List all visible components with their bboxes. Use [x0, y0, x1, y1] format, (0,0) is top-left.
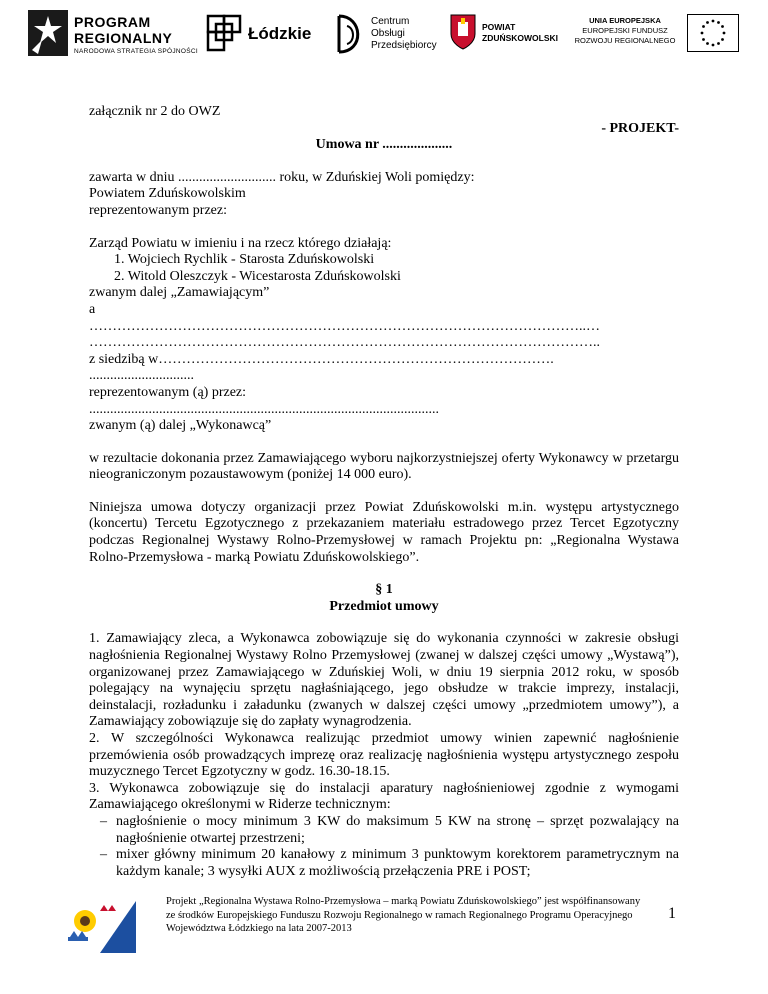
powiat-logo — [448, 8, 558, 62]
conjunction-a: a — [89, 301, 96, 317]
clause-1: 1. Zamawiający zleca, a Wykonawca zobowiązuje się do wykonania czynności w zakresie obsługi nagłośnienia Regionalnej Wystawy Rolno Przemysłowej (zwanej w dalszej części umowy „Wystawą”), organizowanej przez Zamawiającego w Zduńskiej Woli, w dniu 19 sierpnia 2012 roku, w sposób polegający na wynajęciu sprzętu nagłaśniającego, jego obsłudze w trakcie imprezy, instalacji, deinstalacji, rozładunku i załadunku (zwanych w dalszej części umowy „przedmiotem umowy”), a Zamawiający zobowiązuje się do zapłaty wynagrodzenia. — [89, 631, 679, 730]
clause-2: 2. W szczególności Wykonawca realizując przedmiot umowy winien zapewnić nagłośnienie przemówienia osób prowadzących imprezę oraz realizację nagłośnienia występu artystycznego zespołu muzycznego Tercet Egzotyczny w godz. 16.30-18.15. — [89, 731, 679, 780]
section-title: Przedmiot umowy — [329, 598, 439, 614]
requirement-text-1: nagłośnienie o mocy minimum 3 KW do maksimum 5 KW na stronę – sprzęt pozwalający na nagłośnienie otwartej przestrzeni; — [116, 813, 679, 846]
blank-line-2: ……………………………………………………………………………………………….. — [89, 335, 600, 351]
board-member-1: 1. Wojciech Rychlik - Starosta Zduńskowolski — [114, 252, 375, 268]
tender-result-paragraph: w rezultacie dokonania przez Zamawiającego wyboru najkorzystniejszej oferty Wykonawcy w przetargu nieograniczonym pozaustawowym (poniżej 14 000 euro). — [89, 450, 679, 483]
intro-party: Powiatem Zduńskowolskim — [89, 186, 246, 202]
requirement-item-2 — [89, 847, 679, 880]
intro-date: zawarta w dniu ............................ roku, w Zduńskiej Woli pomiędzy: — [89, 169, 475, 185]
eu-flag-icon — [687, 14, 739, 52]
board-member-2: 2. Witold Oleszczyk - Wicestarosta Zduńskowolski — [114, 268, 401, 284]
blank-line-4: .................................................................................................... — [89, 401, 439, 417]
contract-scope-paragraph: Niniejsza umowa dotyczy organizacji przez Powiat Zduńskowolski m.in. występu artystycznego (koncertu) Tercetu Egzotycznego z przekazaniem materiału estradowego przez Tercet Egzotyczny podczas Regionalnej Wystawy Rolno-Przemysłowej w ramach Projektu pn: „Regionalna Wystawa Rolno-Przemysłowa - marką Powiatu Zduńskowolskiego”. — [89, 499, 679, 565]
centrum-obslugi-icon — [333, 12, 367, 56]
contractor-alias: zwanym (ą) dalej „Wykonawcą” — [89, 418, 272, 434]
dash-bullet: – — [100, 813, 107, 829]
footer-cofinancing-note: Projekt „Regionalna Wystawa Rolno-Przemysłowa – marką Powiatu Zduńskowolskiego” jest współfinansowany ze środków Europejskiego Funduszu Rozwoju Regionalnego w ramach Regionalnego Programu Operacyjnego Województwa Łódzkiego na lata 2007-2013 — [166, 896, 641, 935]
contract-title: Umowa nr .................... — [315, 137, 453, 153]
header-logos — [28, 8, 740, 68]
section-number: § 1 — [375, 582, 393, 598]
program-regionalny-icon — [28, 10, 68, 56]
blank-line-3: .............................. — [89, 368, 194, 384]
program-regionalny-logo — [28, 8, 198, 62]
board-statement: Zarząd Powiatu w imieniu i na rzecz którego działają: — [89, 235, 392, 251]
seat-line: z siedzibą w…………………………………………………………………………. — [89, 351, 554, 367]
intro-represented: reprezentowanym przez: — [89, 202, 227, 218]
requirement-text-2: mixer główny minimum 20 kanałowy z minimum 3 punktowym korektorem parametrycznym na każdym kanale; 3 wysyłki AUX z możliwością przełączenia PRE i POST; — [116, 847, 679, 879]
centrum-line2: Obsługi — [371, 28, 405, 39]
ue-line3: ROZWOJU REGIONALNEGO — [574, 36, 676, 45]
centrum-obslugi-logo — [333, 8, 443, 62]
ue-line1: UNIA EUROPEJSKA — [589, 16, 661, 25]
unia-europejska-logo — [566, 8, 740, 62]
page-footer — [0, 895, 768, 965]
lodzkie-text: Łódzkie — [248, 24, 312, 43]
clause-3: 3. Wykonawca zobowiązuje się do instalacji aparatury nagłośnieniowej zgodnie z wymogami Zamawiającego określonymi w Riderze technicznym: — [89, 780, 679, 813]
attachment-label: załącznik nr 2 do OWZ — [89, 104, 221, 119]
powiat-crest-icon — [450, 14, 476, 50]
centrum-line1: Centrum — [371, 16, 410, 27]
ue-line2: EUROPEJSKI FUNDUSZ — [582, 26, 668, 35]
project-label: - PROJEKT- — [601, 120, 679, 136]
ordering-party-alias: zwanym dalej „Zamawiającym” — [89, 285, 270, 301]
document-body — [89, 104, 679, 880]
contractor-represented: reprezentowanym (ą) przez: — [89, 384, 247, 400]
dash-bullet: – — [100, 847, 107, 863]
powiat-line1: POWIAT — [482, 22, 516, 32]
program-line1: PROGRAM — [74, 14, 151, 30]
program-line3: NARODOWA STRATEGIA SPÓJNOŚCI — [74, 48, 198, 55]
requirement-item-1 — [89, 814, 679, 847]
page-number: 1 — [668, 905, 676, 922]
powiat-line2: ZDUŃSKOWOLSKI — [482, 33, 559, 43]
program-line2: REGIONALNY — [74, 30, 173, 46]
centrum-line3: Przedsiębiorcy — [371, 40, 437, 51]
project-logo-icon — [30, 901, 136, 953]
lodzkie-icon — [206, 14, 244, 54]
lodzkie-logo — [206, 8, 326, 62]
blank-line-1: ……………………………………………………………………………………………..… — [89, 318, 600, 334]
